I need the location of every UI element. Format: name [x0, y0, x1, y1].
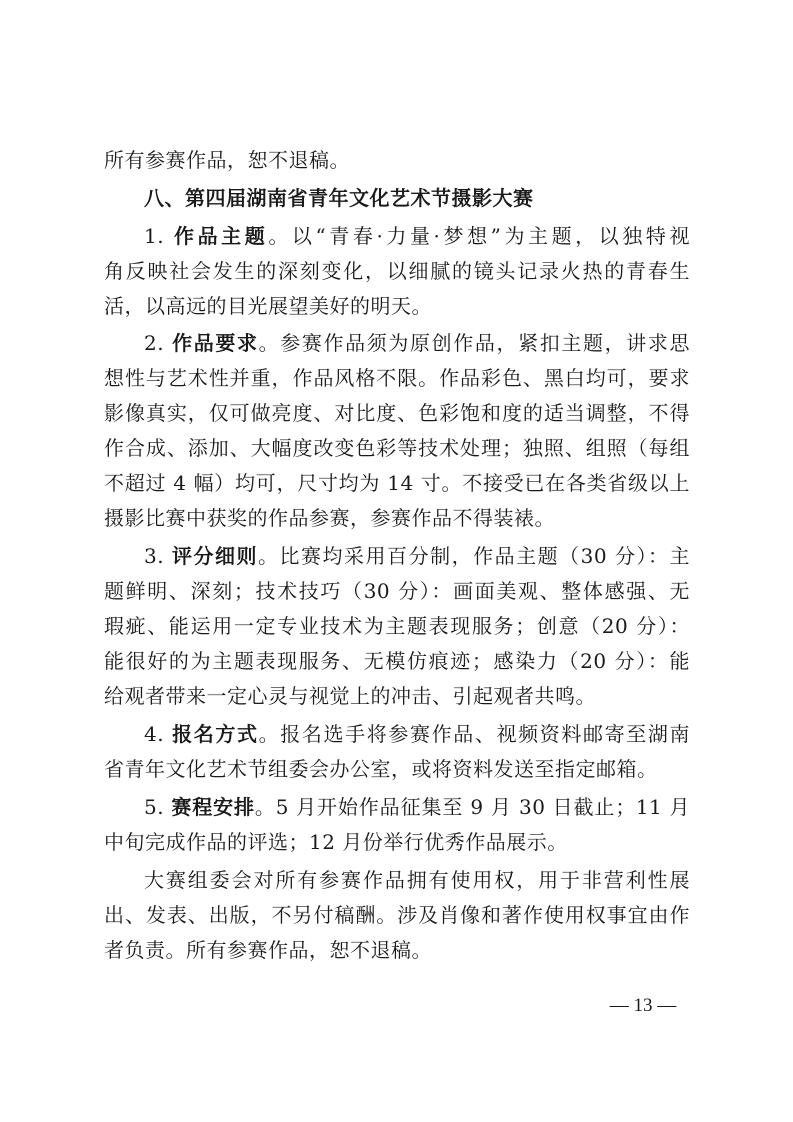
- body-line: 瑕疵、能运用一定专业技术为主题表现服务；创意（20 分）：: [104, 614, 690, 638]
- item-1-line-1: [144, 219, 690, 253]
- item-3-title: 评分细则: [171, 544, 258, 568]
- body-line: 省青年文化艺术节组委会办公室，或将资料发送至指定邮箱。: [104, 757, 658, 781]
- body-line: 大赛组委会对所有参赛作品拥有使用权，用于非营利性展: [144, 868, 690, 892]
- body-line: 中旬完成作品的评选；12 月份举行优秀作品展示。: [104, 830, 568, 854]
- item-3-number: 3.: [144, 544, 172, 568]
- page-number: — 13 —: [609, 995, 677, 1016]
- item-3-text: 。比赛均采用百分制，作品主题（30 分）：主: [258, 544, 690, 568]
- body-line: 活，以高远的目光展望美好的明天。: [104, 294, 432, 318]
- item-5-number: 5.: [144, 795, 172, 819]
- item-3-line-1: [144, 539, 690, 573]
- item-4-line-1: [144, 717, 690, 751]
- body-line: 作合成、添加、大幅度改变色彩等技术处理；独照、组照（每组: [104, 436, 690, 460]
- item-5-line-1: [144, 790, 690, 824]
- body-line: 摄影比赛中获奖的作品参赛，参赛作品不得装裱。: [104, 506, 555, 530]
- body-line: 给观者带来一定心灵与视觉上的冲击、引起观者共鸣。: [104, 684, 596, 708]
- item-1-number: 1.: [144, 224, 175, 248]
- item-4-title: 报名方式: [172, 722, 259, 746]
- body-line: 所有参赛作品，恕不退稿。: [104, 148, 350, 172]
- item-4-text: 。报名选手将参赛作品、视频资料邮寄至湖南: [258, 722, 691, 746]
- body-line: 想性与艺术性并重，作品风格不限。作品彩色、黑白均可，要求: [104, 366, 690, 390]
- item-2-text: 。参赛作品须为原创作品，紧扣主题，讲求思: [258, 331, 691, 355]
- item-2-line-1: [144, 326, 690, 360]
- body-line: 出、发表、出版，不另付稿酬。涉及肖像和著作使用权事宜由作: [104, 903, 690, 927]
- body-line: 者负责。所有参赛作品，恕不退稿。: [104, 938, 432, 962]
- item-2-number: 2.: [144, 331, 173, 355]
- item-1-text: 。以“青春·力量·梦想”为主题，以独特视: [268, 224, 690, 248]
- item-4-number: 4.: [144, 722, 173, 746]
- item-5-text: 。5 月开始作品征集至 9 月 30 日截止；11 月: [254, 795, 690, 819]
- body-line: 能很好的为主题表现服务、无模仿痕迹；感染力（20 分）：能: [104, 649, 690, 673]
- body-line: 不超过 4 幅）均可，尺寸均为 14 寸。不接受已在各类省级以上: [104, 471, 690, 495]
- body-line: 题鲜明、深刻；技术技巧（30 分）：画面美观、整体感强、无: [104, 579, 690, 603]
- item-2-title: 作品要求: [172, 331, 259, 355]
- body-line: 影像真实，仅可做亮度、对比度、色彩饱和度的适当调整，不得: [104, 401, 690, 425]
- section-heading: 八、第四届湖南省青年文化艺术节摄影大赛: [144, 186, 534, 210]
- body-line: 角反映社会发生的深刻变化，以细腻的镜头记录火热的青春生: [104, 259, 690, 283]
- item-1-title: 作品主题: [174, 224, 269, 248]
- item-5-title: 赛程安排: [171, 795, 255, 819]
